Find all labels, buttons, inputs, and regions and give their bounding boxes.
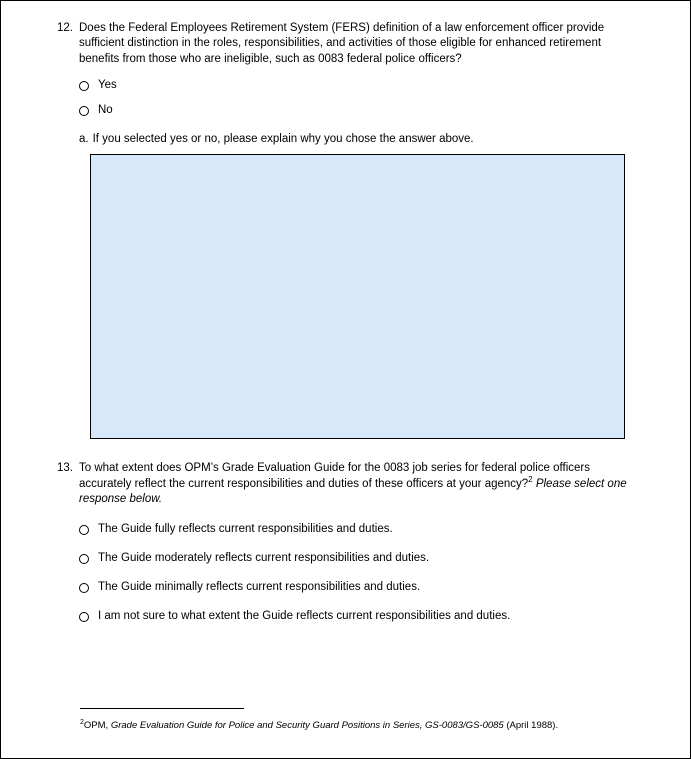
- question-12: [57, 21, 637, 67]
- footnote-title: Grade Evaluation Guide for Police and Security Guard Positions in Series, GS-0083/GS-0085: [110, 720, 504, 731]
- question-13-text: [79, 461, 637, 507]
- footnote-text: [80, 720, 620, 732]
- radio-icon[interactable]: [79, 525, 89, 535]
- option-guide-minimally[interactable]: [79, 581, 637, 594]
- question-13-instruction: Please select one response below.: [79, 477, 627, 506]
- footnote-number: 2: [80, 718, 84, 726]
- option-not-sure-label: I am not sure to what extent the Guide reflects current responsibilities and duties.: [98, 610, 511, 623]
- radio-icon[interactable]: [79, 81, 89, 91]
- footnote-suffix: (April 1988).: [503, 720, 559, 731]
- option-guide-fully-label: The Guide fully reflects current responsibilities and duties.: [98, 523, 393, 536]
- option-guide-moderately-label: The Guide moderately reflects current responsibilities and duties.: [98, 552, 430, 565]
- option-yes[interactable]: [79, 79, 637, 92]
- question-12-options: [57, 79, 637, 117]
- radio-icon[interactable]: [79, 106, 89, 116]
- question-13-text-main: To what extent does OPM’s Grade Evaluation Guide for the 0083 job series for federal police officers accurately reflect the current responsibilities and duties of these officers at your agency?: [79, 462, 590, 490]
- question-12a-textarea[interactable]: [90, 154, 625, 439]
- question-12a: [79, 133, 637, 145]
- footnote-marker: 2: [528, 474, 533, 484]
- radio-icon[interactable]: [79, 583, 89, 593]
- option-guide-moderately[interactable]: [79, 552, 637, 565]
- option-guide-fully[interactable]: [79, 523, 637, 536]
- footnote-prefix: OPM,: [83, 720, 111, 731]
- page-content: [57, 21, 637, 639]
- radio-icon[interactable]: [79, 612, 89, 622]
- question-12a-letter: a.: [79, 133, 89, 146]
- radio-icon[interactable]: [79, 554, 89, 564]
- question-12-text: Does the Federal Employees Retirement System (FERS) definition of a law enforcement officer provide sufficient distinction in the roles, responsibilities, and activities of those eligible for enhanced retirement benefits from those who are ineligible, such as 0083 federal police officers?: [79, 22, 605, 65]
- option-no-label: No: [98, 104, 113, 117]
- question-13-options: [57, 523, 637, 623]
- footnote-divider: [80, 708, 244, 709]
- option-not-sure[interactable]: [79, 610, 637, 623]
- option-yes-label: Yes: [98, 79, 117, 92]
- question-13: [57, 461, 637, 507]
- option-no[interactable]: [79, 104, 637, 117]
- question-13-number: 13.: [57, 462, 73, 475]
- question-12a-text: If you selected yes or no, please explain why you chose the answer above.: [92, 133, 474, 146]
- option-guide-minimally-label: The Guide minimally reflects current responsibilities and duties.: [98, 581, 421, 594]
- footnote-area: [80, 708, 620, 732]
- question-12-number: 12.: [57, 22, 73, 34]
